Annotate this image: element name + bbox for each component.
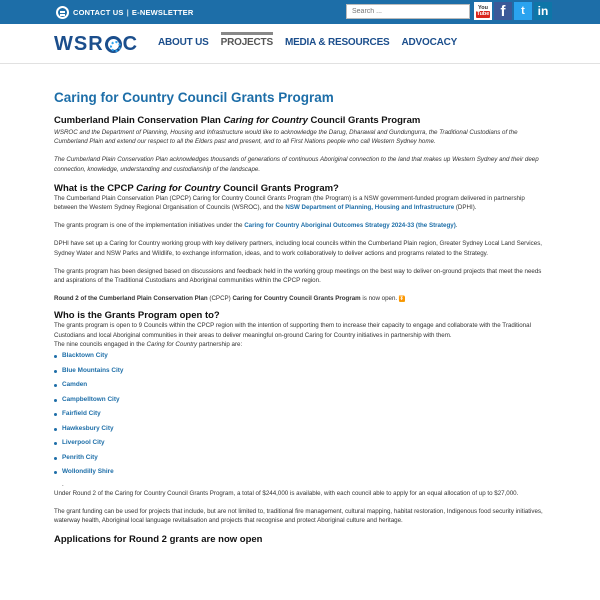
twitter-icon[interactable]: t xyxy=(514,2,532,20)
acknowledgement-1: WSROC and the Department of Planning, Housing and Infrastructure would like to acknowledge the Darug, Dharawal and Gundungurra, the Traditional Custodians of the Cumberland Plain and extend our respect to all the Elders past and present, and to all First Nations people who call Western Sydney home. xyxy=(54,129,518,146)
council-link-camden[interactable]: Camden xyxy=(54,378,544,393)
funding-use: The grant funding can be used for projects that include, but are not limited to, traditional fire management, cultural mapping, habitat restoration, Indigenous food security initiatives, waterway health, Aboriginal local language revitalisation and projects that recognise and protect Aboriginal culture and heritage. xyxy=(54,507,543,525)
logo-text-right: C xyxy=(122,32,139,55)
heading-what-b: Caring for Country xyxy=(136,182,221,194)
council-link-blacktown[interactable]: Blacktown City xyxy=(54,349,544,364)
round2-a: Round 2 of the Cumberland Plain Conservation Plan xyxy=(54,295,208,303)
what-1b: (DPHI). xyxy=(454,204,477,212)
nav-media-resources[interactable]: MEDIA & RESOURCES xyxy=(284,37,390,48)
heading-what-is xyxy=(54,183,544,194)
logo-ring-icon xyxy=(105,36,122,53)
acknowledgement-2: The Cumberland Plain Conservation Plan acknowledges thousands of generations of continuous Aboriginal connection to the land that makes up Western Sydney and their deep connection, knowledge, understanding and custodianship of the landscape. xyxy=(54,156,539,173)
round2-c: Caring for Country Council Grants Program xyxy=(232,295,361,303)
council-link-hawkesbury[interactable]: Hawkesbury City xyxy=(54,422,544,437)
list-trailing-dot: . xyxy=(62,480,64,488)
top-links xyxy=(56,3,194,21)
what-2b: . xyxy=(455,222,458,230)
wsroc-logo[interactable] xyxy=(54,33,138,55)
heading-cpcp xyxy=(54,115,544,126)
council-link-liverpool[interactable]: Liverpool City xyxy=(54,436,544,451)
council-link-fairfield[interactable]: Fairfield City xyxy=(54,407,544,422)
top-links-separator: | xyxy=(126,7,129,17)
council-link-penrith[interactable]: Penrith City xyxy=(54,451,544,466)
youtube-icon[interactable] xyxy=(474,2,492,20)
page-title: Caring for Country Council Grants Program xyxy=(54,90,334,105)
heading-what-c: Council Grants Program? xyxy=(220,182,339,194)
heading-cpcp-a: Cumberland Plain Conservation Plan xyxy=(54,115,224,126)
who-2b: Caring for Country xyxy=(146,340,198,348)
facebook-icon[interactable]: f xyxy=(494,2,512,20)
top-links-text xyxy=(73,8,194,17)
round2-funding: Under Round 2 of the Caring for Country Council Grants Program, a total of $244,000 is available, with each council able to apply for an equal allocation of up to $27,000. xyxy=(54,489,519,497)
e-newsletter-link[interactable]: E-NEWSLETTER xyxy=(131,7,194,17)
nav-projects[interactable]: PROJECTS xyxy=(221,32,273,53)
what-1a: The Cumberland Plain Conservation Plan (CPCP) Caring for Country Council Grants Program (the Program) is a NSW government-funded program delivered in partnership between the Western Sydney Regional Organisation of Councils (WSROC), and the xyxy=(54,194,525,212)
nav-advocacy[interactable]: ADVOCACY xyxy=(401,37,458,48)
round2-open-notice xyxy=(54,294,544,303)
who-paragraph-1: The grants program is open to 9 Councils within the CPCP region with the intention of supporting them to increase their capacity to engage and collaborate with the Traditional Custodians and local Aboriginal communities in their areas to deliver meaningful on-ground Caring for Country initiatives in partnership with them. xyxy=(54,322,531,339)
council-link-campbelltown[interactable]: Campbelltown City xyxy=(54,393,544,408)
heading-cpcp-b: Caring for Country xyxy=(223,115,308,126)
heading-applications: Applications for Round 2 grants are now open xyxy=(54,534,263,546)
down-arrow-icon: ⏬ xyxy=(398,295,406,302)
linkedin-icon[interactable]: in xyxy=(534,2,552,20)
what-paragraph-4: The grants program has been designed based on discussions and feedback held in the working group meetings on the best way to deliver on-ground projects that meet the needs and aspirations of the Traditional Custodians and Aboriginal communities within the CPCP region. xyxy=(54,267,542,285)
dphi-link[interactable]: NSW Department of Planning, Housing and Infrastructure xyxy=(285,204,455,212)
council-link-wollondilly[interactable]: Wollondilly Shire xyxy=(54,465,544,480)
what-2a: The grants program is one of the implementation initiatives under the xyxy=(54,222,245,230)
youtube-icon-box: Tube xyxy=(476,10,490,17)
heading-cpcp-c: Council Grants Program xyxy=(307,115,421,126)
round2-b: (CPCP) xyxy=(207,295,233,303)
main-nav xyxy=(158,32,469,53)
site-header xyxy=(0,24,600,64)
what-paragraph-1 xyxy=(54,194,544,212)
search-input[interactable] xyxy=(346,4,470,19)
nav-about-us[interactable]: ABOUT US xyxy=(158,37,209,48)
heading-what-a: What is the CPCP xyxy=(54,182,137,194)
youtube-icon-text: You xyxy=(478,4,488,11)
top-bar xyxy=(0,0,600,24)
contact-us-link[interactable]: CONTACT US xyxy=(73,7,124,17)
who-paragraph-2 xyxy=(54,340,544,349)
who-2c: partnership are: xyxy=(197,340,243,348)
contact-icon xyxy=(56,6,69,19)
council-list xyxy=(54,349,544,480)
logo-text-left: WSR xyxy=(54,32,104,55)
who-2a: The nine councils engaged in the xyxy=(54,340,147,348)
strategy-link[interactable]: Caring for Country Aboriginal Outcomes Strategy 2024-33 (the Strategy) xyxy=(244,222,456,230)
council-link-blue-mountains[interactable]: Blue Mountains City xyxy=(54,364,544,379)
what-paragraph-2 xyxy=(54,221,544,230)
what-paragraph-3: DPHI have set up a Caring for Country working group with key delivery partners, including local councils within the Cumberland Plain region, Greater Sydney Local Land Services, Sydney Water and NSW Parks and Wildlife, to exchange information, ideas, and to work collaboratively to deliver actions and programs related to the Strategy. xyxy=(54,240,543,257)
round2-d: is now open. xyxy=(360,295,399,303)
heading-who: Who is the Grants Program open to? xyxy=(54,310,220,322)
main-content xyxy=(54,90,544,545)
